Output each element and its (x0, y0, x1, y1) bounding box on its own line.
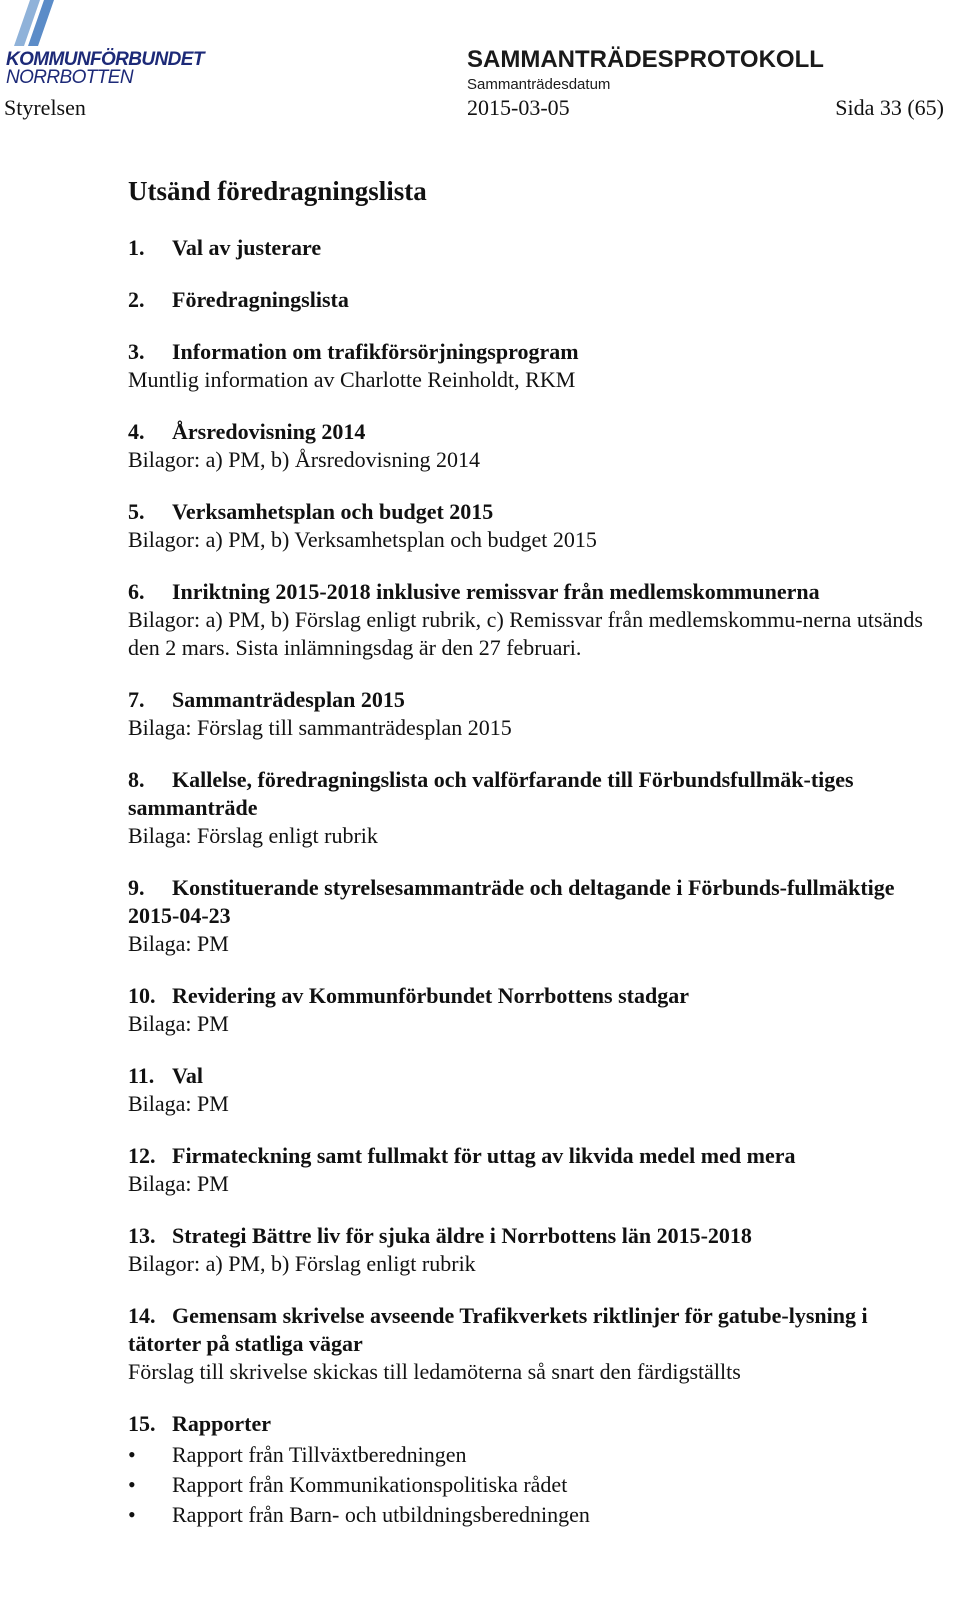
agenda-item-title-text: Konstituerande styrelsesammanträde och deltagande i Förbunds-fullmäktige 2015-04-23 (128, 875, 895, 928)
agenda-item-title-text: Revidering av Kommunförbundet Norrbottens stadgar (172, 983, 689, 1008)
agenda-item-title-text: Verksamhetsplan och budget 2015 (172, 499, 494, 524)
agenda-item-number: 1. (128, 235, 145, 260)
agenda-item-title (128, 1302, 928, 1358)
agenda-item (128, 686, 928, 742)
agenda-item-title (128, 578, 928, 606)
report-item: • Rapport från Kommunikationspolitiska rådet (128, 1470, 928, 1500)
page-number: Sida 33 (65) (835, 95, 944, 120)
agenda-item-title (128, 874, 928, 930)
diagonal-stripes-icon (14, 0, 58, 46)
board-name: Styrelsen (4, 95, 86, 120)
agenda-item-title (128, 686, 928, 714)
agenda-item (128, 1302, 928, 1386)
agenda-item-title (128, 498, 928, 526)
agenda-item-attachment: Bilagor: a) PM, b) Förslag enligt rubrik (128, 1251, 476, 1276)
agenda-item-title (128, 982, 928, 1010)
agenda-item-attachment: Bilagor: a) PM, b) Årsredovisning 2014 (128, 447, 480, 472)
agenda (128, 174, 928, 1554)
agenda-item-title-text: Val av justerare (172, 235, 322, 260)
agenda-item-title (128, 1410, 928, 1438)
agenda-item-attachment: Bilaga: PM (128, 1011, 229, 1036)
agenda-item-title-text: Årsredovisning 2014 (172, 419, 366, 444)
agenda-item (128, 982, 928, 1038)
report-list (128, 1440, 928, 1530)
agenda-item-number: 8. (128, 767, 145, 792)
agenda-item-title-text: Firmateckning samt fullmakt för uttag av likvida medel med mera (172, 1143, 796, 1168)
agenda-item-title-text: Sammanträdesplan 2015 (172, 687, 405, 712)
agenda-item-number: 7. (128, 687, 145, 712)
agenda-item-attachment: Muntlig information av Charlotte Reinholdt, RKM (128, 367, 576, 392)
agenda-item-attachment: Bilaga: Förslag till sammanträdesplan 2015 (128, 715, 512, 740)
agenda-item-number: 12. (128, 1143, 156, 1168)
agenda-item-title-text: Information om trafikförsörjningsprogram (172, 339, 579, 364)
agenda-item (128, 418, 928, 474)
agenda-item-title (128, 418, 928, 446)
agenda-item-title-text: Strategi Bättre liv för sjuka äldre i Norrbottens län 2015-2018 (172, 1223, 752, 1248)
logo-text-line2: NORRBOTTEN (6, 67, 134, 88)
agenda-item-number: 2. (128, 287, 145, 312)
agenda-item-attachment: Förslag till skrivelse skickas till ledamöterna så snart den färdigställts (128, 1359, 741, 1384)
agenda-item-attachment: Bilagor: a) PM, b) Förslag enligt rubrik, c) Remissvar från medlemskommu-nerna utsänds den 2 mars. Sista inlämningsdag är den 27 februari. (128, 607, 923, 660)
meeting-date: 2015-03-05 (467, 95, 570, 120)
agenda-items (128, 234, 928, 1386)
agenda-item-title (128, 1142, 928, 1170)
agenda-item (128, 1062, 928, 1118)
agenda-item (128, 286, 928, 314)
agenda-item-number: 4. (128, 419, 145, 444)
agenda-item-number: 11. (128, 1063, 155, 1088)
agenda-item-title (128, 234, 928, 262)
agenda-item (128, 498, 928, 554)
agenda-item-number: 6. (128, 579, 145, 604)
agenda-item-attachment: Bilaga: PM (128, 931, 229, 956)
report-item: • Rapport från Barn- och utbildningsberedningen (128, 1500, 928, 1530)
document-type: SAMMANTRÄDESPROTOKOLL (467, 46, 824, 73)
agenda-item-title (128, 338, 928, 366)
agenda-item (128, 766, 928, 850)
agenda-item-number: 9. (128, 875, 145, 900)
logo (4, 0, 214, 92)
agenda-item-title (128, 286, 928, 314)
agenda-item-title (128, 1062, 928, 1090)
agenda-item-title-text: Inriktning 2015-2018 inklusive remissvar från medlemskommunerna (172, 579, 820, 604)
logo-text-line1: KOMMUNFÖRBUNDET (6, 49, 204, 70)
agenda-item-number: 3. (128, 339, 145, 364)
report-item: • Rapport från Tillväxtberedningen (128, 1440, 928, 1470)
agenda-item (128, 338, 928, 394)
agenda-item-title-text: Kallelse, föredragningslista och valförfarande till Förbundsfullmäk-tiges sammanträde (128, 767, 854, 820)
agenda-item (128, 874, 928, 958)
agenda-item-number: 15. (128, 1411, 156, 1436)
agenda-item-title-text: Föredragningslista (172, 287, 349, 312)
date-label: Sammanträdesdatum (467, 76, 611, 93)
agenda-item-title (128, 766, 928, 822)
page-title: Utsänd föredragningslista (128, 176, 427, 206)
agenda-item-attachment: Bilaga: PM (128, 1171, 229, 1196)
agenda-item-title-text: Rapporter (172, 1411, 271, 1436)
agenda-item-attachment: Bilaga: Förslag enligt rubrik (128, 823, 378, 848)
agenda-item-title-text: Gemensam skrivelse avseende Trafikverkets riktlinjer för gatube-lysning i tätorter på statliga vägar (128, 1303, 868, 1356)
agenda-item (128, 234, 928, 262)
agenda-item (128, 1222, 928, 1278)
agenda-item-attachment: Bilaga: PM (128, 1091, 229, 1116)
agenda-item-attachment: Bilagor: a) PM, b) Verksamhetsplan och budget 2015 (128, 527, 597, 552)
agenda-item (128, 1142, 928, 1198)
agenda-item-number: 5. (128, 499, 145, 524)
agenda-item-number: 14. (128, 1303, 156, 1328)
agenda-item-reports (128, 1410, 928, 1530)
agenda-item-title-text: Val (172, 1063, 203, 1088)
agenda-item (128, 578, 928, 662)
agenda-item-number: 10. (128, 983, 156, 1008)
agenda-item-number: 13. (128, 1223, 156, 1248)
agenda-item-title (128, 1222, 928, 1250)
